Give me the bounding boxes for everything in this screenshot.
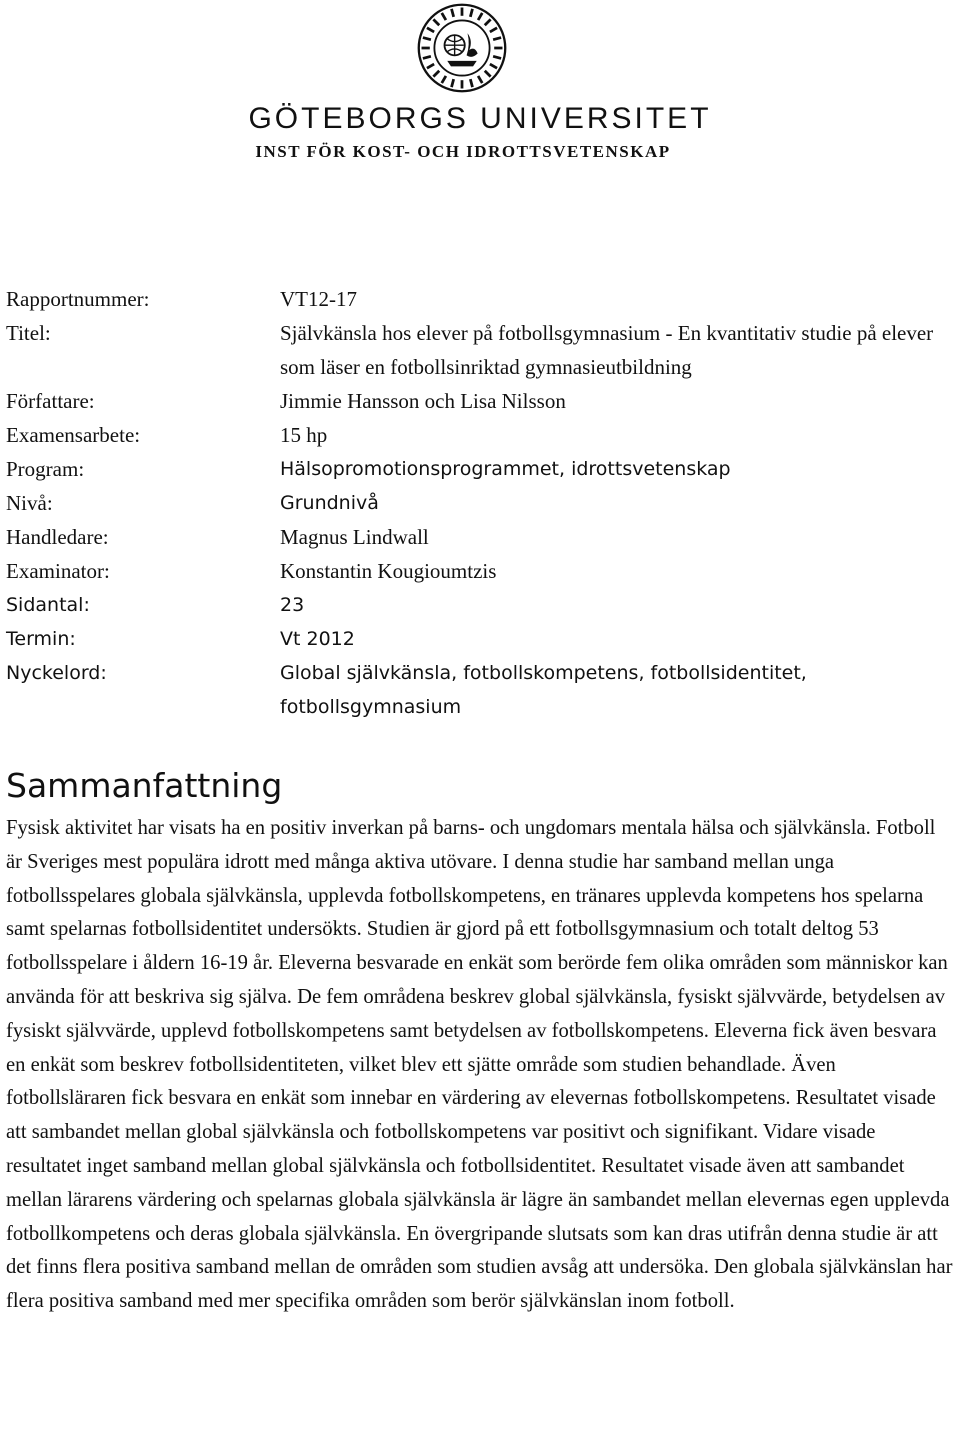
report-metadata (6, 282, 956, 724)
pages-value: 23 (280, 594, 305, 616)
program-value: Hälsopromotionsprogrammet, idrottsvetenskap (280, 458, 731, 480)
report-number-value: VT12-17 (280, 287, 357, 311)
examiner-label: Examinator: (6, 559, 110, 583)
university-seal-logo (416, 2, 508, 94)
meta-row-supervisor (6, 520, 956, 554)
meta-row-level (6, 486, 956, 520)
meta-row-keywords (6, 656, 956, 724)
meta-row-term (6, 622, 956, 656)
meta-row-pages (6, 588, 956, 622)
title-value: Självkänsla hos elever på fotbollsgymnasium - En kvantitativ studie på elever som läser en fotbollsinriktad gymnasieutbildning (280, 321, 934, 379)
university-name: GÖTEBORGS UNIVERSITET (248, 102, 712, 135)
meta-row-report-number (6, 282, 956, 316)
supervisor-label: Handledare: (6, 525, 109, 549)
keywords-value: Global självkänsla, fotbollskompetens, fotbollsidentitet, fotbollsgymnasium (280, 662, 807, 718)
meta-row-examiner (6, 554, 956, 588)
meta-row-authors (6, 384, 956, 418)
report-number-label: Rapportnummer: (6, 287, 150, 311)
level-value: Grundnivå (280, 492, 379, 514)
supervisor-value: Magnus Lindwall (280, 525, 429, 549)
program-label: Program: (6, 457, 85, 481)
meta-row-program (6, 452, 956, 486)
thesis-label: Examensarbete: (6, 423, 141, 447)
meta-row-title (6, 316, 956, 384)
authors-value: Jimmie Hansson och Lisa Nilsson (280, 389, 566, 413)
meta-row-thesis (6, 418, 956, 452)
title-label: Titel: (6, 321, 51, 345)
department-name: INST FÖR KOST- OCH IDROTTSVETENSKAP (255, 142, 671, 161)
thesis-value: 15 hp (280, 423, 328, 447)
authors-label: Författare: (6, 389, 95, 413)
keywords-label: Nyckelord: (6, 662, 107, 684)
pages-label: Sidantal: (6, 594, 90, 616)
term-label: Termin: (6, 628, 76, 650)
term-value: Vt 2012 (280, 628, 355, 650)
summary-body: Fysisk aktivitet har visats ha en positiv inverkan på barns- och ungdomars mentala hälsa och självkänsla. Fotboll är Sveriges mest populära idrott med många aktiva utövare. I denna studie har samband mellan unga fotbollsspelares globala självkänsla, upplevda fotbollskompetens, en tränares upplevda kompetens hos spelarna samt spelarnas fotbollsidentitet undersökts. Studien är gjord på ett fotbollsgymnasium och totalt deltog 53 fotbollsspelare i åldern 16-19 år. Eleverna besvarade en enkät som berörde fem olika områden som människor kan använda för att beskriva sig själva. De fem områdena beskrev global självkänsla, fysiskt självvärde, betydelsen av fysiskt självvärde, upplevd fotbollskompetens samt betydelsen av fotbollskompetens. Eleverna fick även besvara en enkät som beskrev fotbollsidentiteten, vilket blev ett sjätte område som studien behandlade. Även fotbollsläraren fick besvara en enkät som innebar en värdering av elevernas fotbollskompetens. Resultatet visade att sambandet mellan global självkänsla och fotbollskompetens var positivt och signifikant. Vidare visade resultatet inget samband mellan global självkänsla och fotbollsidentitet. Resultatet visade även att sambandet mellan lärarens värdering och spelarnas globala självkänsla är lägre än sambandet mellan elevernas egen upplevda fotbollkompetens och deras globala självkänsla. En övergripande slutsats som kan dras utifrån denna studie är att det finns flera positiva samband mellan de områden som studien avsåg att undersöka. Den globala självkänslan har flera positiva samband med mer specifika områden som berör självkänslan inom fotboll. (6, 817, 953, 1313)
level-label: Nivå: (6, 491, 53, 515)
summary-heading: Sammanfattning (6, 766, 283, 805)
examiner-value: Konstantin Kougioumtzis (280, 559, 497, 583)
